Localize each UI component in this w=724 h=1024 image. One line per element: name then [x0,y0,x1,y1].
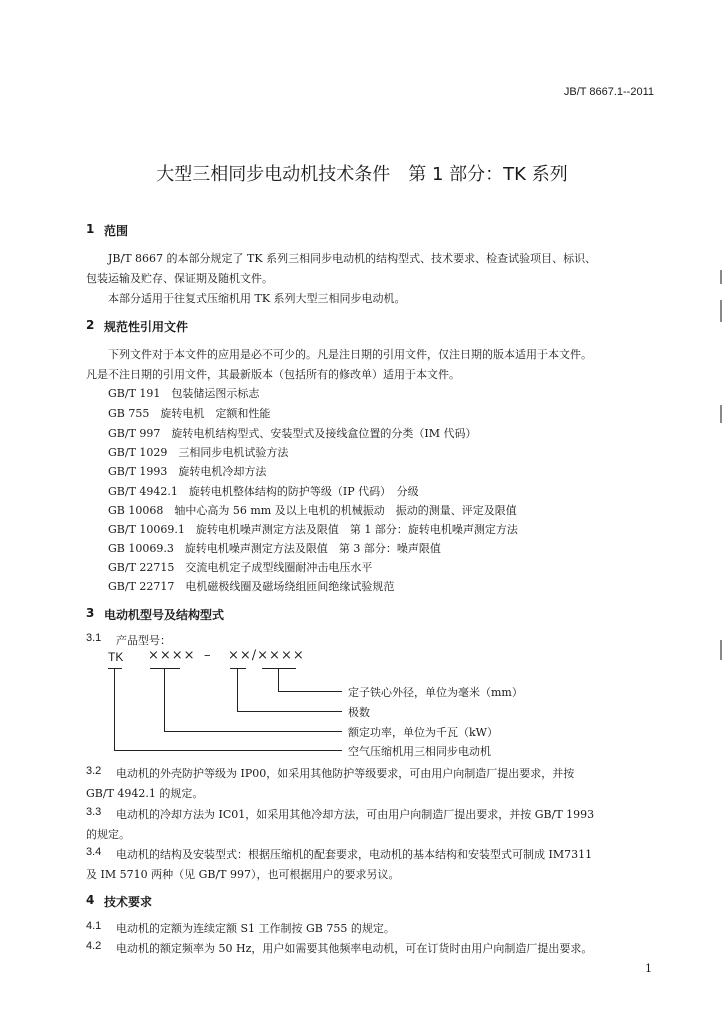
reference-item: GB 10068 轴中心高为 56 mm 及以上电机的机械振动 振动的测量、评定及限值 [108,504,517,517]
clause-number: 3.4 [86,846,102,858]
clause-text: 的规定。 [86,828,130,841]
clause-text: 电动机的额定频率为 50 Hz，用户如需要其他频率电动机，可在订货时由用户向制造厂提出要求。 [116,942,593,955]
section-heading: 电动机型号及结构型式 [104,608,225,622]
clause-number: 3.3 [86,806,102,818]
leader-line [164,668,165,731]
leader-line [164,731,342,732]
scan-edge-mark [720,405,722,423]
leader-line [114,668,115,750]
doc-number: JB/T 8667.1--2011 [563,86,654,98]
clause-number: 3.2 [86,765,102,777]
page-number: 1 [645,962,652,975]
paragraph-line: 凡是不注日期的引用文件，其最新版本（包括所有的修改单）适用于本文件。 [86,368,460,381]
legend-type: 空气压缩机用三相同步电动机 [348,745,491,758]
model-prefix: TK [108,650,124,664]
clause-text: 产品型号： [116,634,171,647]
model-part-power-poles: ×××× [148,648,196,663]
underline-power [150,668,180,669]
scan-edge-mark [720,270,722,284]
clause-text: 及 IM 5710 两种（见 GB/T 997），也可根据用户的要求另议。 [86,868,400,881]
reference-item: GB/T 1993 旋转电机冷却方法 [108,465,267,478]
reference-item: GB/T 22717 电机磁极线圈及磁场绕组匝间绝缘试验规范 [108,580,395,593]
clause-number: 4.2 [86,940,102,952]
clause-text: 电动机的结构及安装型式：根据压缩机的配套要求，电动机的基本结构和安装型式可制成 IM7311 [116,848,593,861]
reference-item: GB/T 22715 交流电机定子成型线圈耐冲击电压水平 [108,561,373,574]
section-heading: 范围 [104,224,129,238]
reference-item: GB/T 191 包装储运图示标志 [108,387,260,400]
legend-power: 额定功率，单位为千瓦（kW） [348,726,498,739]
underline-poles [230,668,246,669]
section-number: 3 [86,606,95,620]
leader-line [237,668,238,711]
leader-line [278,668,279,691]
paragraph-line: 包装运输及贮存、保证期及随机文件。 [86,272,273,285]
section-heading: 规范性引用文件 [104,320,189,334]
paragraph-line: 本部分适用于往复式压缩机用 TK 系列大型三相同步电动机。 [108,292,406,305]
legend-poles: 极数 [348,706,370,719]
paragraph-line: JB/T 8667 的本部分规定了 TK 系列三相同步电动机的结构型式、技术要求、检查试验项目、标识、 [108,252,597,265]
underline-diameter [262,668,296,669]
section-number: 1 [86,222,95,236]
reference-item: GB 755 旋转电机 定额和性能 [108,407,271,420]
clause-number: 4.1 [86,920,102,932]
reference-item: GB/T 4942.1 旋转电机整体结构的防护等级（IP 代码） 分级 [108,485,419,498]
leader-line [114,750,342,751]
underline-prefix [108,668,122,669]
model-part-diameter: ××/×××× [228,648,305,663]
reference-item: GB/T 1029 三相同步电机试验方法 [108,446,289,459]
section-number: 4 [86,893,95,907]
legend-diameter: 定子铁心外径，单位为毫米（mm） [348,686,523,699]
paragraph-line: 下列文件对于本文件的应用是必不可少的。凡是注日期的引用文件，仅注日期的版本适用于本文件。 [108,348,592,361]
section-number: 2 [86,318,95,332]
leader-line [237,711,342,712]
clause-text: 电动机的定额为连续定额 S1 工作制按 GB 755 的规定。 [116,922,395,935]
model-dash: – [204,648,211,663]
scan-edge-mark [720,640,722,660]
page-title: 大型三相同步电动机技术条件 第 1 部分：TK 系列 [156,164,568,185]
scan-edge-mark [720,300,722,322]
reference-item: GB/T 10069.1 旋转电机噪声测定方法及限值 第 1 部分：旋转电机噪声测定方法 [108,523,518,536]
clause-text: 电动机的冷却方法为 IC01，如采用其他冷却方法，可由用户向制造厂提出要求，并按 GB/T 1993 [116,808,595,821]
reference-item: GB 10069.3 旋转电机噪声测定方法及限值 第 3 部分：噪声限值 [108,542,441,555]
leader-line [278,691,342,692]
reference-item: GB/T 997 旋转电机结构型式、安装型式及接线盒位置的分类（IM 代码） [108,427,477,440]
clause-text: 电动机的外壳防护等级为 IP00，如采用其他防护等级要求，可由用户向制造厂提出要求，并按 [116,767,575,780]
clause-text: GB/T 4942.1 的规定。 [86,787,204,800]
section-heading: 技术要求 [104,895,153,909]
clause-number: 3.1 [86,632,102,644]
